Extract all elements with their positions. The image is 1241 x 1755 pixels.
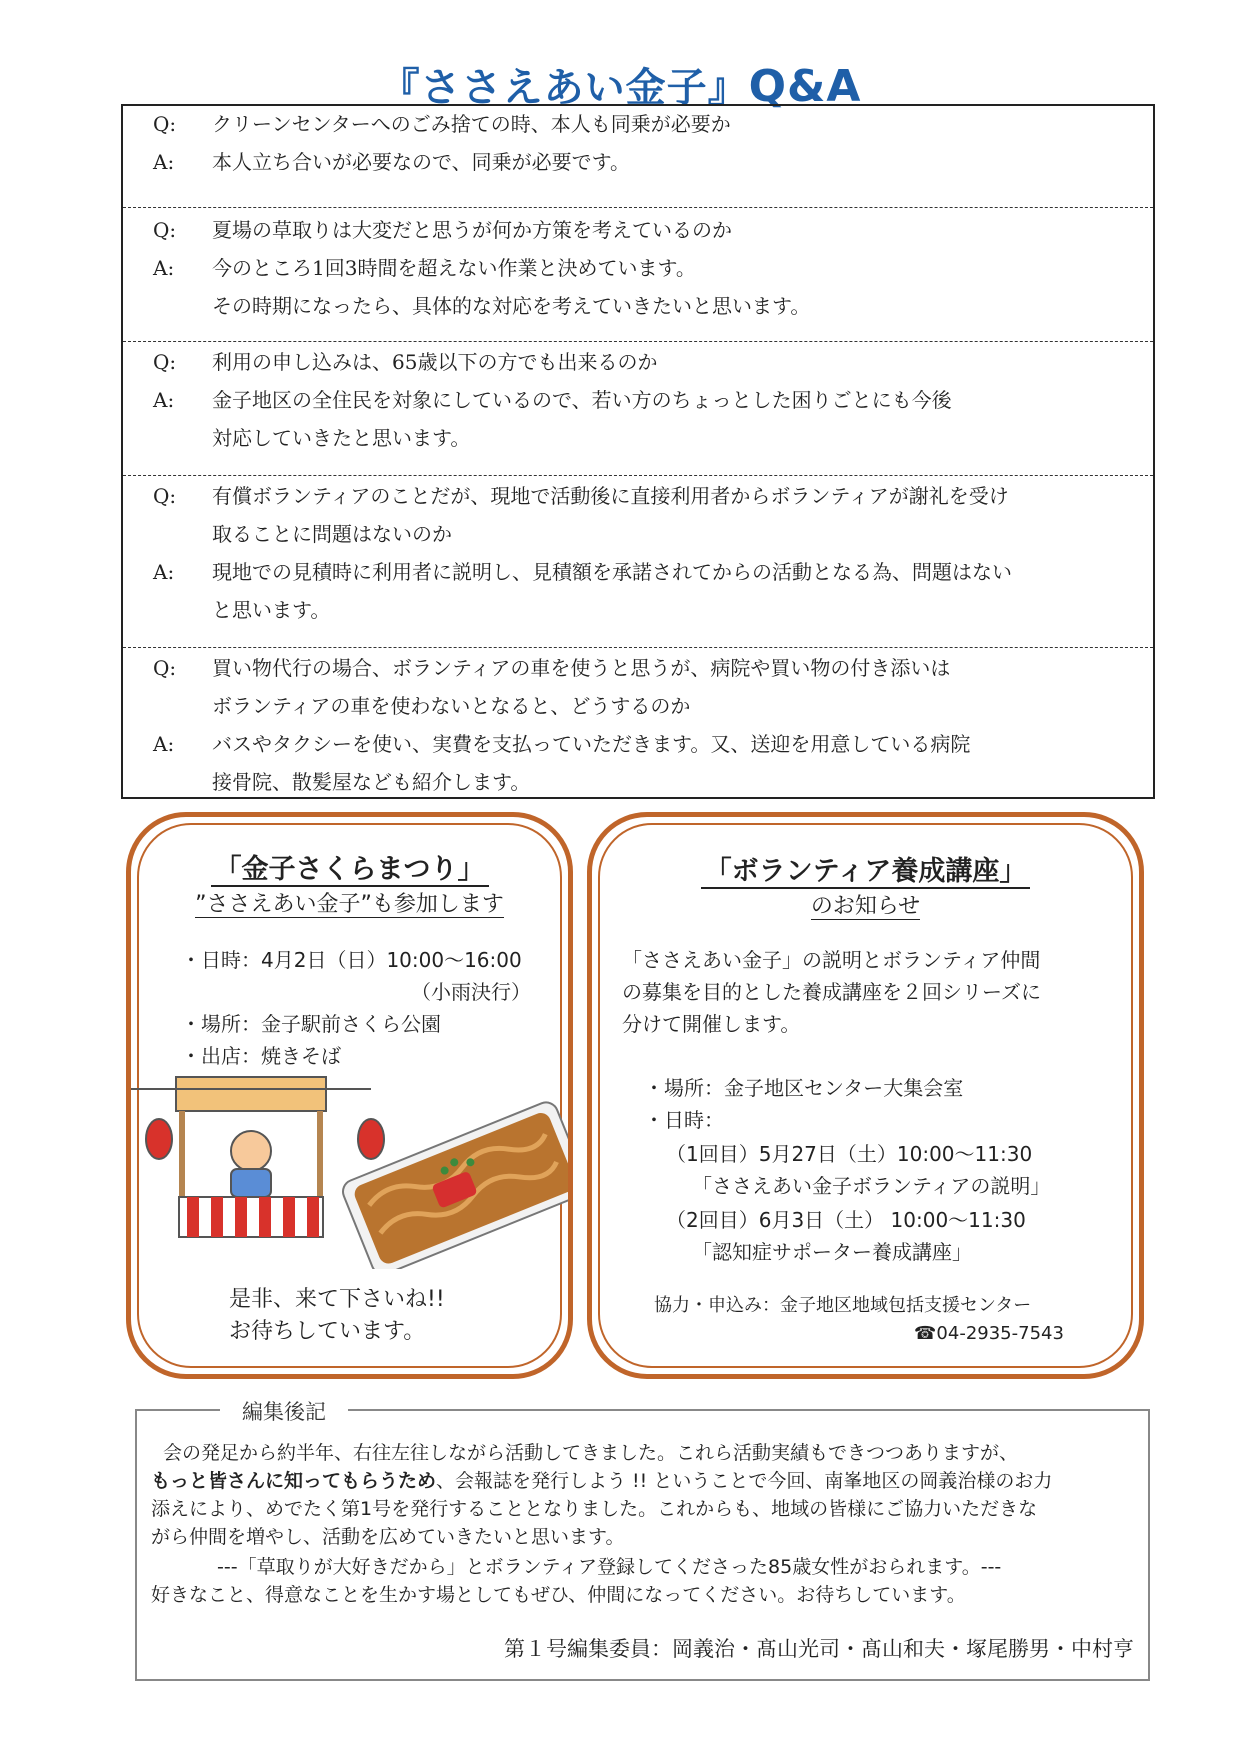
sakura-place: ・場所：金子駅前さくら公園 xyxy=(181,1012,441,1036)
editor-members: 第１号編集委員：岡義治・髙山光司・髙山和夫・塚尾勝男・中村亨 xyxy=(504,1637,1134,1661)
lantern-icon xyxy=(146,1119,172,1159)
editor-line-3: 添えにより、めでたく第1号を発行することとなりました。これからも、地域の皆様にご協力いただきな xyxy=(151,1498,1038,1520)
volunteer-training-box xyxy=(587,812,1144,1379)
a-label: A: xyxy=(153,560,175,584)
volunteer-date-label: ・日時： xyxy=(644,1108,724,1132)
volunteer-session-1-title: 「ささえあい金子ボランティアの説明」 xyxy=(692,1174,1051,1198)
title-main: 『ささえあい金子』 xyxy=(379,65,749,111)
question-text: 夏場の草取りは大変だと思うが何か方策を考えているのか xyxy=(212,218,732,242)
answer-text: バスやタクシーを使い、実費を支払っていただきます。又、送迎を用意している病院 xyxy=(212,732,971,756)
editor-line-1: 会の発足から約半年、右往左往しながら活動してきました。これら活動実績もできつつありますが、 xyxy=(163,1442,1019,1464)
question-text: ボランティアの車を使わないとなると、どうするのか xyxy=(212,694,691,718)
qa-item xyxy=(123,648,1153,798)
qa-item xyxy=(123,476,1153,648)
editor-line-5: ---「草取りが大好きだから」とボランティア登録してくださった85歳女性がおられます。--- xyxy=(217,1556,1002,1578)
sakura-closing-1: 是非、来て下さいね!! xyxy=(229,1287,445,1312)
editor-line-6: 好きなこと、得意なことを生かす場としてもぜひ、仲間になってください。お待ちしています。 xyxy=(151,1584,966,1606)
volunteer-intro-3: 分けて開催します。 xyxy=(622,1012,801,1036)
sakura-title: 「金子さくらまつり」 xyxy=(131,847,568,886)
qa-box xyxy=(121,104,1155,799)
answer-text: 現地での見積時に利用者に説明し、見積額を承諾されてからの活動となる為、問題はない xyxy=(212,560,1012,584)
q-label: Q: xyxy=(153,484,177,508)
question-text: 買い物代行の場合、ボランティアの車を使うと思うが、病院や買い物の付き添いは xyxy=(212,656,951,680)
sakura-closing-2: お待ちしています。 xyxy=(229,1319,426,1344)
title-qa: Q&A xyxy=(748,61,862,112)
a-label: A: xyxy=(153,732,175,756)
sakura-date: ・日時：4月2日（日）10:00～16:00 xyxy=(181,948,522,972)
question-text: 有償ボランティアのことだが、現地で活動後に直接利用者からボランティアが謝礼を受け xyxy=(212,484,1009,508)
answer-text: 接骨院、散髪屋なども紹介します。 xyxy=(212,770,531,794)
answer-text: 金子地区の全住民を対象にしているので、若い方のちょっとした困りごとにも今後 xyxy=(212,388,952,412)
editor-line-2: もっと皆さんに知ってもらうため、会報誌を発行しよう !! ということで今回、南峯地区の岡義治様のお力 xyxy=(151,1470,1053,1492)
a-label: A: xyxy=(153,256,175,280)
volunteer-place: ・場所：金子地区センター大集会室 xyxy=(644,1076,964,1100)
sakura-festival-box xyxy=(126,812,573,1379)
answer-text: と思います。 xyxy=(212,598,331,622)
volunteer-contact: 協力・申込み：金子地区地域包括支援センター xyxy=(654,1295,1032,1316)
vendor-person-icon xyxy=(231,1131,271,1171)
sakura-rain: （小雨決行） xyxy=(411,980,531,1004)
q-label: Q: xyxy=(153,112,177,136)
qa-item xyxy=(123,208,1153,342)
question-text: 取ることに問題はないのか xyxy=(212,522,452,546)
volunteer-phone: ☎04-2935-7543 xyxy=(914,1323,1064,1344)
q-label: Q: xyxy=(153,656,177,680)
sakura-shop: ・出店：焼きそば xyxy=(181,1044,341,1068)
answer-text: 本人立ち合いが必要なので、同乗が必要です。 xyxy=(212,150,630,174)
a-label: A: xyxy=(153,150,175,174)
volunteer-intro-1: 「ささえあい金子」の説明とボランティア仲間 xyxy=(622,948,1041,972)
volunteer-subtitle: のお知らせ xyxy=(810,894,921,919)
answer-text: その時期になったら、具体的な対応を考えていきたいと思います。 xyxy=(212,294,811,318)
a-label: A: xyxy=(153,388,175,412)
answer-text: 対応していきたと思います。 xyxy=(212,426,471,450)
volunteer-title: 「ボランティア養成講座」 xyxy=(592,849,1139,888)
answer-text: 今のところ1回3時間を超えない作業と決めています。 xyxy=(212,256,696,280)
question-text: クリーンセンターへのごみ捨ての時、本人も同乗が必要か xyxy=(212,112,731,136)
question-text: 利用の申し込みは、65歳以下の方でも出来るのか xyxy=(212,350,658,374)
lantern-icon xyxy=(358,1119,384,1159)
volunteer-intro-2: の募集を目的とした養成講座を２回シリーズに xyxy=(622,980,1041,1004)
volunteer-session-2-title: 「認知症サポーター養成講座」 xyxy=(692,1240,972,1264)
qa-item xyxy=(123,106,1153,208)
volunteer-session-1: （1回目）5月27日（土）10:00～11:30 xyxy=(666,1142,1033,1166)
yakisoba-stall-illustration xyxy=(131,1069,568,1269)
qa-item xyxy=(123,342,1153,476)
editor-line-4: がら仲間を増やし、活動を広めていきたいと思います。 xyxy=(151,1526,625,1548)
volunteer-session-2: （2回目）6月3日（土） 10:00～11:30 xyxy=(666,1208,1026,1232)
q-label: Q: xyxy=(153,350,177,374)
editor-note-label: 編集後記 xyxy=(220,1396,348,1426)
sakura-subtitle: ”ささえあい金子”も参加します xyxy=(195,892,504,917)
editor-note-box xyxy=(135,1409,1150,1681)
q-label: Q: xyxy=(153,218,177,242)
